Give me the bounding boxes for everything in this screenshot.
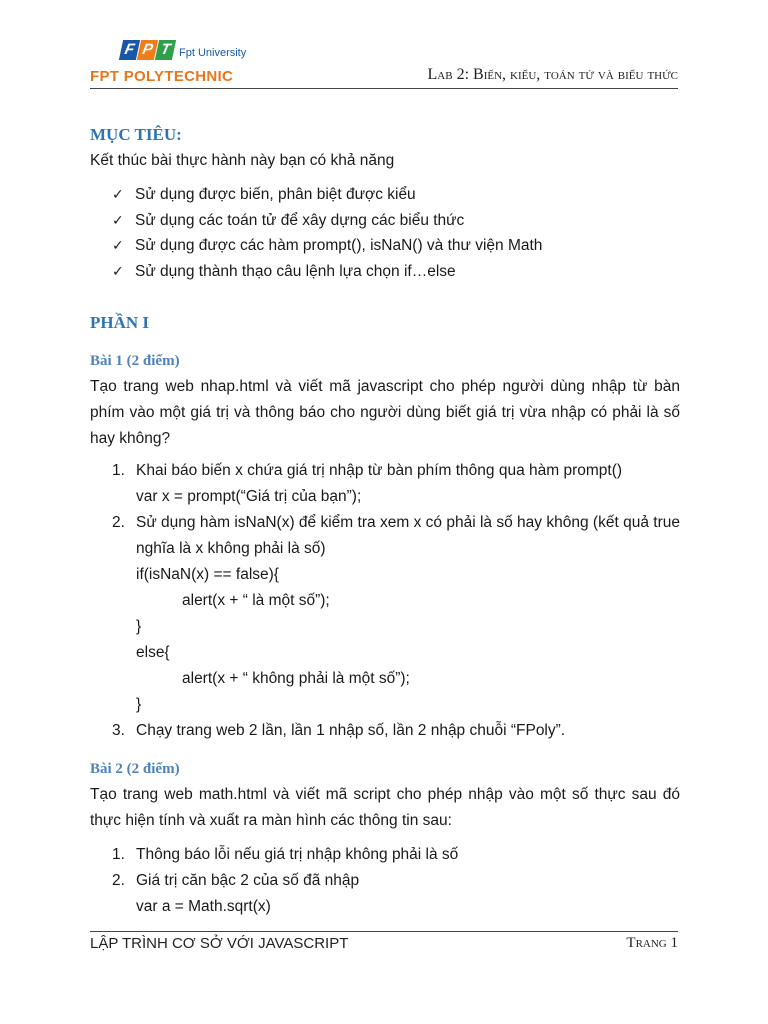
objectives-list <box>90 182 680 284</box>
logo-letter-p: P <box>137 40 158 60</box>
logo-subtitle: Fpt University <box>179 47 247 59</box>
exercise1-steps-end <box>90 718 680 744</box>
objective-item: ✓ Sử dụng được biến, phân biệt được kiểu <box>112 182 680 208</box>
checkmark-icon: ✓ <box>112 237 124 253</box>
brand-name: FPT POLYTECHNIC <box>90 68 234 85</box>
objective-item: ✓ Sử dụng các toán tử để xây dựng các biểu thức <box>112 208 680 234</box>
page-number: Trang 1 <box>626 935 678 951</box>
checkmark-icon: ✓ <box>112 186 124 202</box>
code-line: } <box>136 618 142 635</box>
code-line: alert(x + “ không phải là một số”); <box>182 670 410 687</box>
checkmark-icon: ✓ <box>112 262 124 279</box>
exercise1-step-1: 1. Khai báo biến x chứa giá trị nhập từ bàn phím thông qua hàm prompt() <box>112 462 623 479</box>
document-body <box>90 122 680 920</box>
exercise2-steps <box>90 842 680 894</box>
exercise1-step-3: 3. Chạy trang web 2 lần, lần 1 nhập số, lần 2 nhập chuỗi “FPoly”. <box>112 722 566 739</box>
exercise2-title: Bài 2 (2 điểm) <box>90 761 180 777</box>
fpt-logo <box>121 36 246 64</box>
footer-divider <box>90 931 678 932</box>
objective-item: ✓ Sử dụng được các hàm prompt(), isNaN() và thư viện Math <box>112 233 680 259</box>
code-line: else{ <box>136 644 170 661</box>
part1-heading: PHẦN I <box>90 313 150 332</box>
objectives-heading: MỤC TIÊU: <box>90 125 182 144</box>
header-divider <box>90 88 678 89</box>
checkmark-icon: ✓ <box>112 211 124 228</box>
code-line: var a = Math.sqrt(x) <box>136 898 271 915</box>
footer-course-title: LẬP TRÌNH CƠ SỞ VỚI JAVASCRIPT <box>90 935 349 952</box>
objective-item: ✓ Sử dụng thành thạo câu lệnh lựa chọn if…else <box>112 259 680 285</box>
lab-title: Lab 2: Biến, kiểu, toán tử và biểu thức <box>427 66 678 83</box>
exercise2-step-2: 2. Giá trị căn bậc 2 của số đã nhập <box>112 872 360 889</box>
logo-letter-f: F <box>119 40 140 60</box>
exercise2-description: Tạo trang web math.html và viết mã script cho phép nhập vào một số thực sau đó thực hiện tính và xuất ra màn hình các thông tin sau: <box>90 786 680 829</box>
exercise1-steps-cont <box>90 510 680 562</box>
code-line: alert(x + “ là một số”); <box>182 592 330 609</box>
logo-letter-t: T <box>155 40 176 60</box>
exercise2-step-1: 1. Thông báo lỗi nếu giá trị nhập không phải là số <box>112 846 459 863</box>
exercise1-step-2: 2. Sử dụng hàm isNaN(x) để kiểm tra xem x có phải là số hay không (kết quả true nghĩa là x không phải là số) <box>112 514 680 557</box>
exercise1-title: Bài 1 (2 điểm) <box>90 353 180 369</box>
objectives-intro: Kết thúc bài thực hành này bạn có khả năng <box>90 152 395 169</box>
fpt-logo-mark <box>121 40 174 60</box>
exercise1-steps <box>90 458 680 484</box>
code-line: } <box>136 696 142 713</box>
code-line: if(isNaN(x) == false){ <box>136 566 279 583</box>
code-line: var x = prompt(“Giá trị của bạn”); <box>136 488 362 505</box>
exercise1-description: Tạo trang web nhap.html và viết mã javascript cho phép người dùng nhập từ bàn phím vào một giá trị và thông báo cho người dùng biết giá trị vừa nhập có phải là số hay không? <box>90 378 680 447</box>
